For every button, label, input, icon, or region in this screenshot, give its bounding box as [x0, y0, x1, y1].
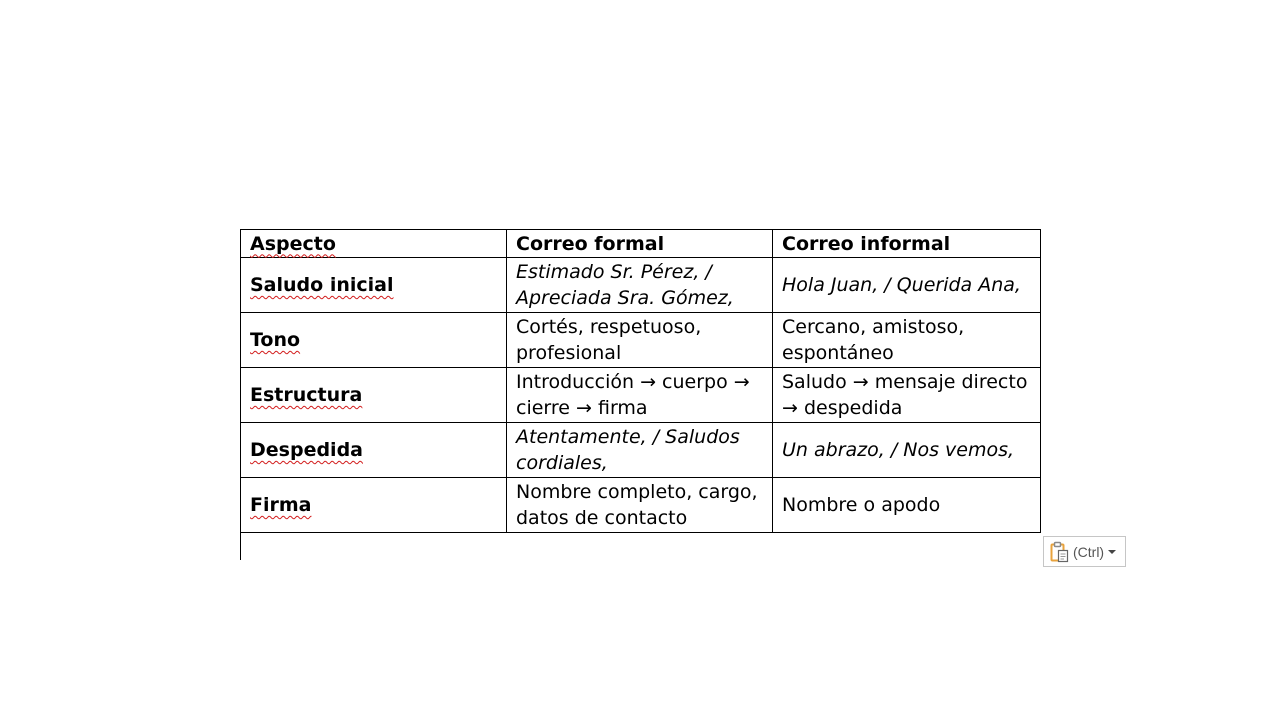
informal-text: Hola Juan, / Querida Ana, — [782, 274, 1021, 296]
table-row — [241, 423, 1041, 478]
aspect-text: Firma — [250, 494, 312, 516]
informal-cell[interactable] — [773, 313, 1041, 368]
aspect-cell[interactable] — [241, 368, 507, 423]
header-text: Correo formal — [516, 232, 665, 255]
table-row — [241, 258, 1041, 313]
paste-options-label: (Ctrl) — [1073, 543, 1105, 560]
informal-cell[interactable] — [773, 258, 1041, 313]
table-row — [241, 313, 1041, 368]
header-text: Aspecto — [250, 232, 336, 255]
aspect-cell[interactable] — [241, 478, 507, 533]
aspect-cell[interactable] — [241, 423, 507, 478]
formal-text: Cortés, respetuoso, profesional — [516, 316, 702, 364]
caret-down-icon — [1107, 548, 1117, 556]
comparison-table — [240, 229, 1041, 533]
text-cursor — [240, 533, 241, 560]
formal-text: Introducción → cuerpo → cierre → firma — [516, 371, 750, 419]
informal-text: Nombre o apodo — [782, 494, 941, 516]
formal-text: Atentamente, / Saludos cordiales, — [516, 426, 740, 474]
formal-text: Estimado Sr. Pérez, / Apreciada Sra. Gómez, — [516, 261, 734, 309]
formal-cell[interactable] — [507, 478, 773, 533]
formal-cell[interactable] — [507, 423, 773, 478]
formal-cell[interactable] — [507, 258, 773, 313]
formal-cell[interactable] — [507, 313, 773, 368]
informal-text: Saludo → mensaje directo → despedida — [782, 371, 1028, 419]
paste-options-button[interactable] — [1043, 536, 1126, 567]
informal-text: Cercano, amistoso, espontáneo — [782, 316, 965, 364]
clipboard-icon — [1050, 541, 1070, 563]
aspect-text: Saludo inicial — [250, 274, 394, 296]
aspect-text: Despedida — [250, 439, 363, 461]
table-row — [241, 368, 1041, 423]
header-cell[interactable] — [507, 230, 773, 258]
informal-cell[interactable] — [773, 478, 1041, 533]
informal-text: Un abrazo, / Nos vemos, — [782, 439, 1015, 461]
formal-cell[interactable] — [507, 368, 773, 423]
table-row — [241, 478, 1041, 533]
formal-text: Nombre completo, cargo, datos de contacto — [516, 481, 758, 529]
aspect-text: Tono — [250, 329, 301, 351]
aspect-cell[interactable] — [241, 313, 507, 368]
aspect-text: Estructura — [250, 384, 363, 406]
table-header-row — [241, 230, 1041, 258]
informal-cell[interactable] — [773, 368, 1041, 423]
header-text: Correo informal — [782, 232, 951, 255]
informal-cell[interactable] — [773, 423, 1041, 478]
header-cell[interactable] — [241, 230, 507, 258]
header-cell[interactable] — [773, 230, 1041, 258]
aspect-cell[interactable] — [241, 258, 507, 313]
